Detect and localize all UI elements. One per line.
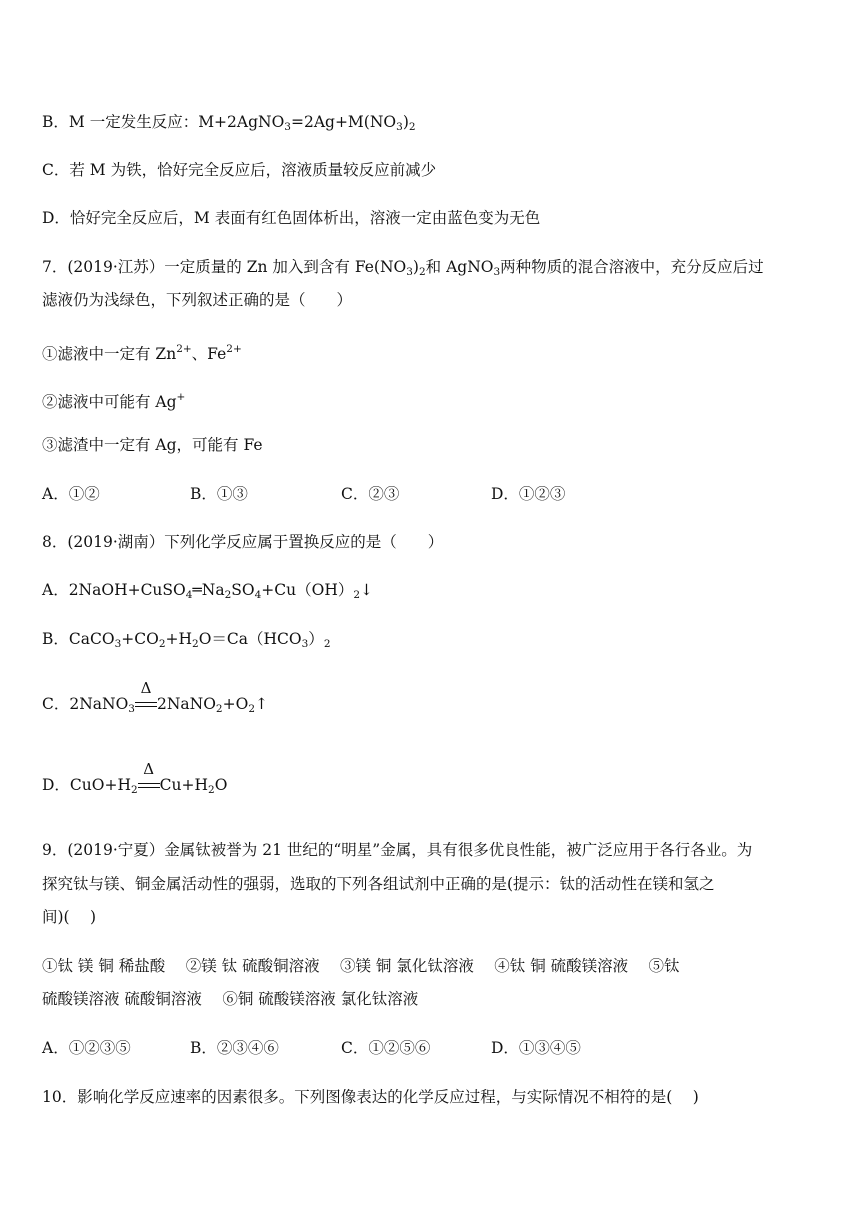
q7-option-d: D．①②③ bbox=[491, 485, 566, 503]
q6-option-c: C．若 M 为铁，恰好完全反应后，溶液质量较反应前减少 bbox=[42, 161, 437, 179]
heat-equals-sign: Δ bbox=[135, 694, 157, 714]
q8-stem: 8．(2019·湖南）下列化学反应属于置换反应的是（ ） bbox=[42, 533, 444, 551]
q9-stem-line2: 探究钛与镁、铜金属活动性的强弱，选取的下列各组试剂中正确的是(提示：钛的活动性在镁和氢之 bbox=[42, 875, 715, 893]
q8-option-d: D．$CuO+H_2$ Δ $Cu+H_2O$ bbox=[42, 760, 228, 796]
q9-reagents-line1: ①钛 镁 铜 稀盐酸 ②镁 钛 硫酸铜溶液 ③镁 铜 氯化钛溶液 ④钛 铜 硫酸镁溶液 ⑤钛 bbox=[42, 957, 680, 975]
q9-reagents-line2: 硫酸镁溶液 硫酸铜溶液 ⑥铜 硫酸镁溶液 氯化钛溶液 bbox=[42, 990, 419, 1008]
q9-option-d: D．①③④⑤ bbox=[491, 1039, 581, 1057]
q7-stem-line1: 7．(2019·江苏）一定质量的 Zn 加入到含有 $Fe(NO_3)_2$和 AgNO$_3$两种物质的混合溶液中，充分反应后过 bbox=[42, 258, 764, 278]
q6-option-b: B．M 一定发生反应：$M+2AgNO_3=2Ag+M(NO_3)_2$ bbox=[42, 113, 416, 133]
q9-option-c: C．①②⑤⑥ bbox=[341, 1039, 431, 1057]
q8-option-a: A．$2NaOH+CuSO_4═Na_2SO_4+Cu(OH)_2↓$ bbox=[42, 581, 374, 601]
q9-option-b: B．②③④⑥ bbox=[190, 1039, 279, 1057]
q8-option-b: B．$CaCO_3+CO_2+H_2O=Ca(HCO_3)_2$ bbox=[42, 630, 331, 650]
q7-option-a: A．①② bbox=[42, 485, 100, 503]
q7-option-b: B．①③ bbox=[190, 485, 248, 503]
q10-stem: 10．影响化学反应速率的因素很多。下列图像表达的化学反应过程，与实际情况不相符的是( ) bbox=[42, 1088, 699, 1106]
q6-option-d: D．恰好完全反应后，M 表面有红色固体析出，溶液一定由蓝色变为无色 bbox=[42, 209, 541, 227]
heat-equals-sign: Δ bbox=[138, 775, 160, 795]
q7-stem-line2: 滤液仍为浅绿色，下列叙述正确的是（ ） bbox=[42, 291, 353, 309]
q9-stem-line1: 9．(2019·宁夏）金属钛被誉为 21 世纪的“明星”金属，具有很多优良性能，被广泛应用于各行各业。为 bbox=[42, 841, 753, 859]
q7-item-1: ①滤液中一定有 $Zn^{2+}$、$Fe^{2+}$ bbox=[42, 343, 242, 363]
q9-stem-line3: 间)( ) bbox=[42, 908, 97, 926]
q7-item-3: ③滤渣中一定有 Ag，可能有 Fe bbox=[42, 436, 263, 454]
q7-item-2: ②滤液中可能有 Ag+ bbox=[42, 391, 186, 411]
q9-option-a: A．①②③⑤ bbox=[42, 1039, 131, 1057]
q8-option-c: C．2NaNO$_3$ Δ $2NaNO_2+O_2↑$ bbox=[42, 679, 268, 715]
q7-option-c: C．②③ bbox=[341, 485, 400, 503]
